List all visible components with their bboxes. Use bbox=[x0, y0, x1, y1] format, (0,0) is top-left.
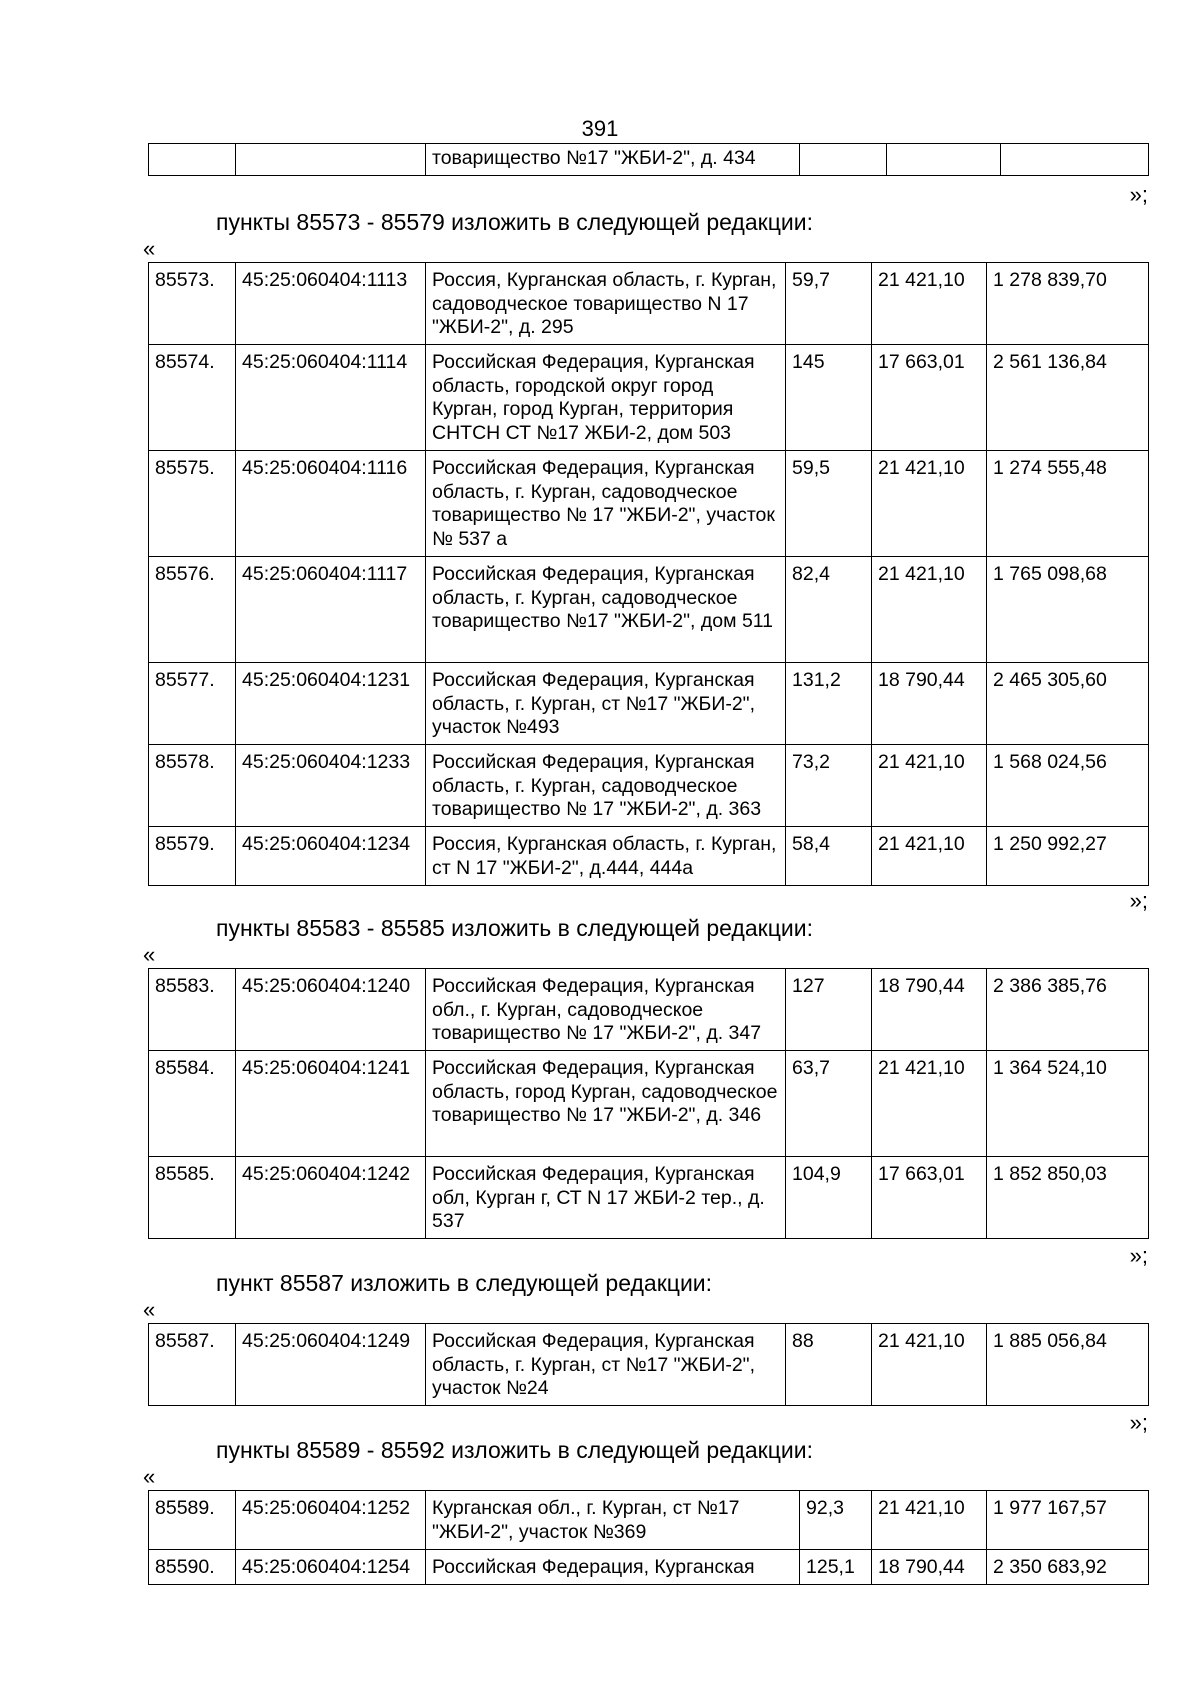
cell-rate: 21 421,10 bbox=[872, 263, 987, 345]
section-heading: пункты 85589 - 85592 изложить в следующей редакции: bbox=[216, 1437, 813, 1463]
cell-area: 127 bbox=[786, 969, 872, 1051]
table-row bbox=[149, 144, 1149, 176]
opening-quote: « bbox=[143, 1297, 156, 1322]
amendment-table bbox=[148, 1323, 1149, 1406]
cell-num: 85579. bbox=[149, 827, 236, 886]
cell-rate: 18 790,44 bbox=[872, 663, 987, 745]
cell-cadastral: 45:25:060404:1117 bbox=[236, 557, 426, 663]
cell-num: 85578. bbox=[149, 745, 236, 827]
section-heading: пункты 85583 - 85585 изложить в следующей редакции: bbox=[216, 915, 813, 941]
cell-address: Российская Федерация, Курганская область, городской округ город Курган, город Курган, территория СНТСН СТ №17 ЖБИ-2, дом 503 bbox=[426, 345, 786, 451]
cell-rate: 21 421,10 bbox=[872, 1491, 987, 1550]
cell-area: 131,2 bbox=[786, 663, 872, 745]
cell-value: 2 350 683,92 bbox=[987, 1550, 1149, 1585]
page-number: 391 bbox=[581, 116, 619, 141]
table-row bbox=[149, 451, 1149, 557]
cell-cadastral: 45:25:060404:1116 bbox=[236, 451, 426, 557]
cell-rate: 17 663,01 bbox=[872, 345, 987, 451]
cell-value: 1 885 056,84 bbox=[987, 1324, 1149, 1406]
section-heading: пункт 85587 изложить в следующей редакции: bbox=[216, 1270, 713, 1296]
cell-cadastral: 45:25:060404:1113 bbox=[236, 263, 426, 345]
closing-quote: »; bbox=[1129, 1243, 1148, 1268]
cell-address: товарищество №17 "ЖБИ-2", д. 434 bbox=[426, 144, 800, 176]
cell-value: 1 274 555,48 bbox=[987, 451, 1149, 557]
cell-num: 85590. bbox=[149, 1550, 236, 1585]
table-row bbox=[149, 1051, 1149, 1157]
cell-num: 85587. bbox=[149, 1324, 236, 1406]
cell-area bbox=[800, 144, 887, 176]
cell-cadastral: 45:25:060404:1254 bbox=[236, 1550, 426, 1585]
cell-rate: 18 790,44 bbox=[872, 969, 987, 1051]
cell-value: 1 852 850,03 bbox=[987, 1157, 1149, 1239]
cell-area: 73,2 bbox=[786, 745, 872, 827]
cell-cadastral: 45:25:060404:1249 bbox=[236, 1324, 426, 1406]
table-row bbox=[149, 969, 1149, 1051]
cell-cadastral: 45:25:060404:1241 bbox=[236, 1051, 426, 1157]
cell-num: 85577. bbox=[149, 663, 236, 745]
cell-num: 85575. bbox=[149, 451, 236, 557]
amendment-table bbox=[148, 968, 1149, 1239]
cell-cadastral bbox=[236, 144, 426, 176]
cell-cadastral: 45:25:060404:1231 bbox=[236, 663, 426, 745]
cell-area: 92,3 bbox=[800, 1491, 872, 1550]
cell-address: Россия, Курганская область, г. Курган, садоводческое товарищество N 17 "ЖБИ-2", д. 295 bbox=[426, 263, 786, 345]
cell-address: Российская Федерация, Курганская bbox=[426, 1550, 800, 1585]
cell-area: 125,1 bbox=[800, 1550, 872, 1585]
cell-value: 2 561 136,84 bbox=[987, 345, 1149, 451]
cell-area: 59,5 bbox=[786, 451, 872, 557]
cell-rate: 21 421,10 bbox=[872, 745, 987, 827]
closing-quote: »; bbox=[1129, 888, 1148, 913]
cell-address: Российская Федерация, Курганская обл., г. Курган, садоводческое товарищество № 17 "ЖБИ-2", д. 347 bbox=[426, 969, 786, 1051]
cell-cadastral: 45:25:060404:1234 bbox=[236, 827, 426, 886]
cell-rate: 21 421,10 bbox=[872, 451, 987, 557]
cell-num: 85585. bbox=[149, 1157, 236, 1239]
cell-cadastral: 45:25:060404:1233 bbox=[236, 745, 426, 827]
table-row bbox=[149, 663, 1149, 745]
cell-area: 82,4 bbox=[786, 557, 872, 663]
table-row bbox=[149, 827, 1149, 886]
table-row bbox=[149, 745, 1149, 827]
cell-num: 85573. bbox=[149, 263, 236, 345]
cell-cadastral: 45:25:060404:1240 bbox=[236, 969, 426, 1051]
cell-area: 59,7 bbox=[786, 263, 872, 345]
cell-num bbox=[149, 144, 236, 176]
amendment-table bbox=[148, 262, 1149, 886]
cell-rate: 21 421,10 bbox=[872, 1051, 987, 1157]
cell-num: 85574. bbox=[149, 345, 236, 451]
cell-address: Российская Федерация, Курганская область, г. Курган, садоводческое товарищество № 17 "ЖБИ-2", участок № 537 а bbox=[426, 451, 786, 557]
cell-address: Российская Федерация, Курганская область, город Курган, садоводческое товарищество № 17 "ЖБИ-2", д. 346 bbox=[426, 1051, 786, 1157]
cell-num: 85584. bbox=[149, 1051, 236, 1157]
cell-rate: 17 663,01 bbox=[872, 1157, 987, 1239]
table-row bbox=[149, 557, 1149, 663]
cell-value: 1 278 839,70 bbox=[987, 263, 1149, 345]
cell-cadastral: 45:25:060404:1114 bbox=[236, 345, 426, 451]
cell-num: 85589. bbox=[149, 1491, 236, 1550]
section-heading: пункты 85573 - 85579 изложить в следующей редакции: bbox=[216, 209, 813, 235]
cell-address: Курганская обл., г. Курган, ст №17 "ЖБИ-2", участок №369 bbox=[426, 1491, 800, 1550]
cell-cadastral: 45:25:060404:1252 bbox=[236, 1491, 426, 1550]
opening-quote: « bbox=[143, 1464, 156, 1489]
opening-quote: « bbox=[143, 236, 156, 261]
cell-area: 58,4 bbox=[786, 827, 872, 886]
cell-area: 63,7 bbox=[786, 1051, 872, 1157]
table-row bbox=[149, 345, 1149, 451]
cell-rate: 21 421,10 bbox=[872, 557, 987, 663]
cell-num: 85576. bbox=[149, 557, 236, 663]
cell-num: 85583. bbox=[149, 969, 236, 1051]
closing-quote: »; bbox=[1129, 182, 1148, 207]
cell-value: 1 568 024,56 bbox=[987, 745, 1149, 827]
table-row bbox=[149, 263, 1149, 345]
cell-area: 104,9 bbox=[786, 1157, 872, 1239]
cell-address: Российская Федерация, Курганская область, г. Курган, садоводческое товарищество №17 "ЖБИ-2", дом 511 bbox=[426, 557, 786, 663]
opening-quote: « bbox=[143, 942, 156, 967]
cell-cadastral: 45:25:060404:1242 bbox=[236, 1157, 426, 1239]
cell-value: 1 364 524,10 bbox=[987, 1051, 1149, 1157]
cell-address: Российская Федерация, Курганская область, г. Курган, ст №17 "ЖБИ-2", участок №24 bbox=[426, 1324, 786, 1406]
table-row bbox=[149, 1157, 1149, 1239]
cell-value: 1 765 098,68 bbox=[987, 557, 1149, 663]
cell-area: 88 bbox=[786, 1324, 872, 1406]
cell-area: 145 bbox=[786, 345, 872, 451]
cell-value: 2 465 305,60 bbox=[987, 663, 1149, 745]
amendment-table bbox=[148, 1490, 1149, 1585]
table-fragment bbox=[148, 143, 1149, 176]
cell-address: Россия, Курганская область, г. Курган, ст N 17 "ЖБИ-2", д.444, 444а bbox=[426, 827, 786, 886]
cell-value bbox=[1001, 144, 1149, 176]
cell-rate: 21 421,10 bbox=[872, 1324, 987, 1406]
closing-quote: »; bbox=[1129, 1410, 1148, 1435]
cell-address: Российская Федерация, Курганская область, г. Курган, ст №17 "ЖБИ-2", участок №493 bbox=[426, 663, 786, 745]
cell-address: Российская Федерация, Курганская область, г. Курган, садоводческое товарищество № 17 "ЖБИ-2", д. 363 bbox=[426, 745, 786, 827]
cell-value: 1 250 992,27 bbox=[987, 827, 1149, 886]
cell-rate: 21 421,10 bbox=[872, 827, 987, 886]
cell-value: 2 386 385,76 bbox=[987, 969, 1149, 1051]
table-row bbox=[149, 1550, 1149, 1585]
cell-value: 1 977 167,57 bbox=[987, 1491, 1149, 1550]
cell-rate: 18 790,44 bbox=[872, 1550, 987, 1585]
table-row bbox=[149, 1324, 1149, 1406]
cell-rate bbox=[887, 144, 1001, 176]
table-row bbox=[149, 1491, 1149, 1550]
cell-address: Российская Федерация, Курганская обл, Курган г, СТ N 17 ЖБИ-2 тер., д. 537 bbox=[426, 1157, 786, 1239]
